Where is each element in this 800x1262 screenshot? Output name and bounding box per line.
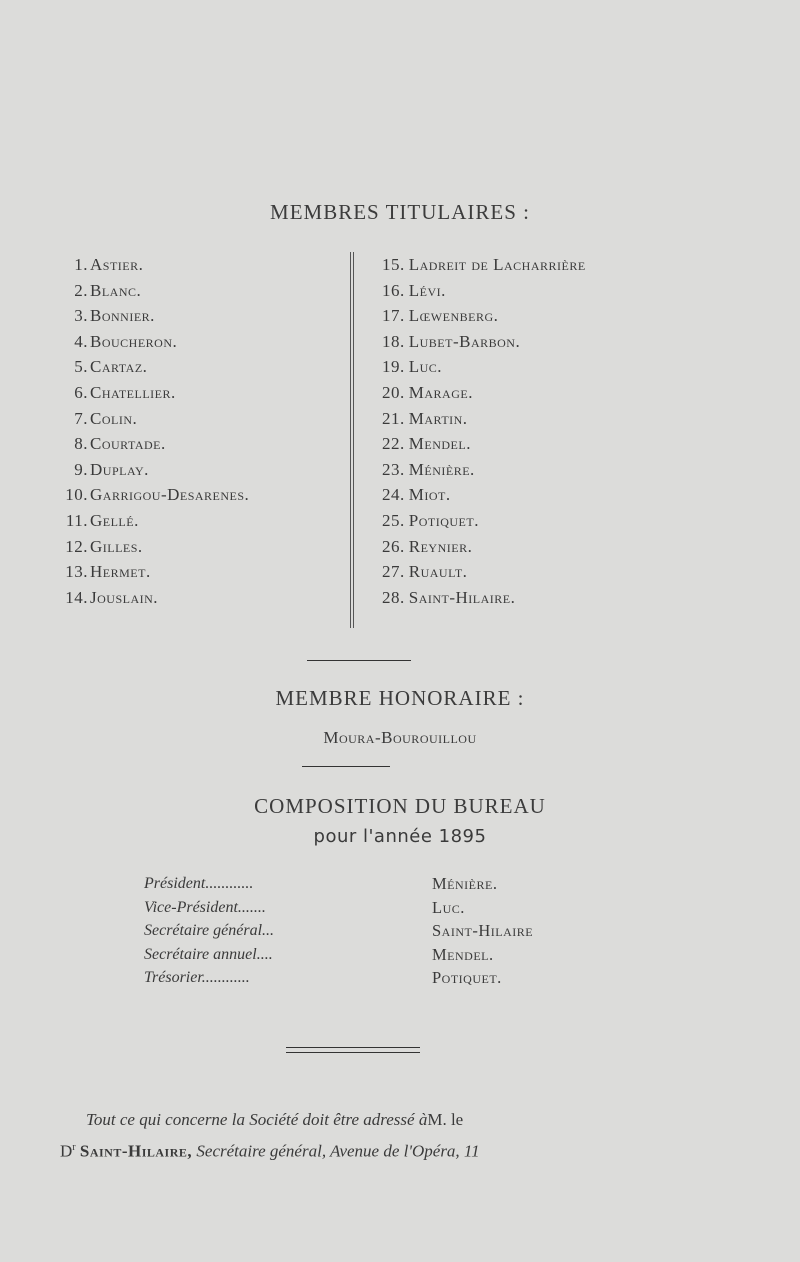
footer-note <box>60 1106 740 1166</box>
bureau-subheading: pour l'année 1895 <box>313 826 487 847</box>
list-item: 21. Martin. <box>382 408 468 428</box>
table-row <box>144 919 624 943</box>
list-item: 17. Lœwenberg. <box>382 306 499 326</box>
list-item: 12. Gilles. <box>65 536 143 556</box>
role-label: Secrétaire général... <box>144 922 275 940</box>
footer-name: Saint-Hilaire, <box>79 1141 193 1161</box>
table-row <box>144 943 624 967</box>
list-item: 20. Marage. <box>382 382 473 402</box>
list-item: 4. Boucheron. <box>74 331 178 351</box>
list-item: 16. Lévi. <box>382 280 446 300</box>
list-item: 19. Luc. <box>382 357 443 377</box>
titulaires-heading: MEMBRES TITULAIRES : <box>270 200 530 224</box>
list-item: 24. Miot. <box>382 485 451 505</box>
list-item: 15. Ladreit de Lacharrière <box>382 255 586 274</box>
list-item: 5. Cartaz. <box>74 357 148 377</box>
role-label: Vice-Président....... <box>144 898 266 916</box>
table-row <box>144 896 624 920</box>
section-divider <box>307 660 411 661</box>
bureau-heading: COMPOSITION DU BUREAU <box>254 794 546 818</box>
titulaires-left-column <box>52 252 342 610</box>
list-item: 1. Astier. <box>74 255 144 274</box>
list-item: 18. Lubet-Barbon. <box>382 331 521 351</box>
list-item: 28. Saint-Hilaire. <box>382 587 516 607</box>
double-rule-divider <box>286 1047 420 1053</box>
list-item: 11. Gellé. <box>65 510 139 530</box>
role-label: Président............ <box>144 875 254 892</box>
list-item: 22. Mendel. <box>382 434 471 454</box>
list-item: 6. Chatellier. <box>74 382 176 402</box>
footer-line2: Secrétaire général, Avenue de l'Opéra, 11 <box>196 1141 480 1161</box>
honoraire-name: Moura-Bourouillou <box>323 728 477 747</box>
role-holder: Saint-Hilaire <box>432 921 534 941</box>
section-divider <box>302 766 390 767</box>
list-item: 14. Jouslain. <box>65 587 159 607</box>
bureau-table <box>144 872 624 990</box>
role-holder: Luc. <box>432 897 465 917</box>
list-item: 7. Colin. <box>74 408 138 428</box>
table-row <box>144 872 624 896</box>
list-item: 27. Ruault. <box>382 562 468 582</box>
footer-line1: Tout ce qui concerne la Société doit être adressé à <box>86 1110 428 1129</box>
list-item: 26. Reynier. <box>382 536 473 556</box>
role-holder: Mendel. <box>432 944 494 964</box>
footer-dr-sup: r <box>72 1142 76 1153</box>
list-item: 23. Ménière. <box>382 459 475 479</box>
list-item: 9. Duplay. <box>74 459 149 479</box>
list-item: 25. Potiquet. <box>382 510 479 530</box>
table-row <box>144 966 624 990</box>
column-divider <box>350 252 354 628</box>
role-holder: Potiquet. <box>432 968 502 988</box>
honoraire-heading: MEMBRE HONORAIRE : <box>275 686 525 710</box>
titulaires-right-column <box>382 252 682 610</box>
list-item: 8. Courtade. <box>74 434 166 454</box>
list-item: 13. Hermet. <box>65 562 151 582</box>
role-label: Secrétaire annuel.... <box>144 945 273 963</box>
role-holder: Ménière. <box>432 874 498 893</box>
footer-dr: D <box>60 1141 73 1161</box>
list-item: 10. Garrigou-Desarenes. <box>65 485 250 505</box>
footer-line1-end: M. le <box>427 1110 464 1129</box>
list-item: 3. Bonnier. <box>74 306 155 326</box>
list-item: 2. Blanc. <box>74 280 142 300</box>
role-label: Trésorier............ <box>144 969 250 987</box>
